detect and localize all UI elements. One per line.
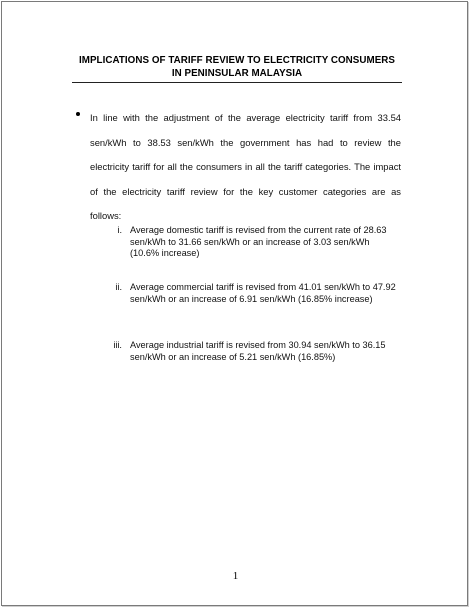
document-title [72, 54, 402, 80]
list-item-text: Average domestic tariff is revised from the current rate of 28.63 sen/kWh to 31.66 sen/kWh or an increase of 3.03 sen/kWh (10.6% increase) [130, 225, 387, 258]
document-page [1, 1, 468, 606]
title-line-2: IN PENINSULAR MALAYSIA [171, 68, 303, 79]
list-item-numeral: ii. [115, 282, 122, 292]
list-item-text: Average industrial tariff is revised from 30.94 sen/kWh to 36.15 sen/kWh or an increase of 5.21 sen/kWh (16.85%) [130, 340, 386, 362]
list-item-numeral: i. [117, 225, 122, 235]
list-item-text: Average commercial tariff is revised from 41.01 sen/kWh to 47.92 sen/kWh or an increase of 6.91 sen/kWh (16.85% increase) [130, 282, 396, 304]
title-underline [72, 82, 402, 83]
title-line-1: IMPLICATIONS OF TARIFF REVIEW TO ELECTRICITY CONSUMERS [78, 55, 396, 66]
intro-paragraph: In line with the adjustment of the average electricity tariff from 33.54 sen/kWh to 38.53 sen/kWh the government has had to review the electricity tariff for all the consumers in all the tariff categories. The impact of the electricity tariff review for the key customer categories are as follows: [90, 112, 401, 221]
bullet-icon [76, 112, 80, 116]
list-item-numeral: iii. [113, 340, 122, 350]
page-number: 1 [232, 570, 239, 582]
